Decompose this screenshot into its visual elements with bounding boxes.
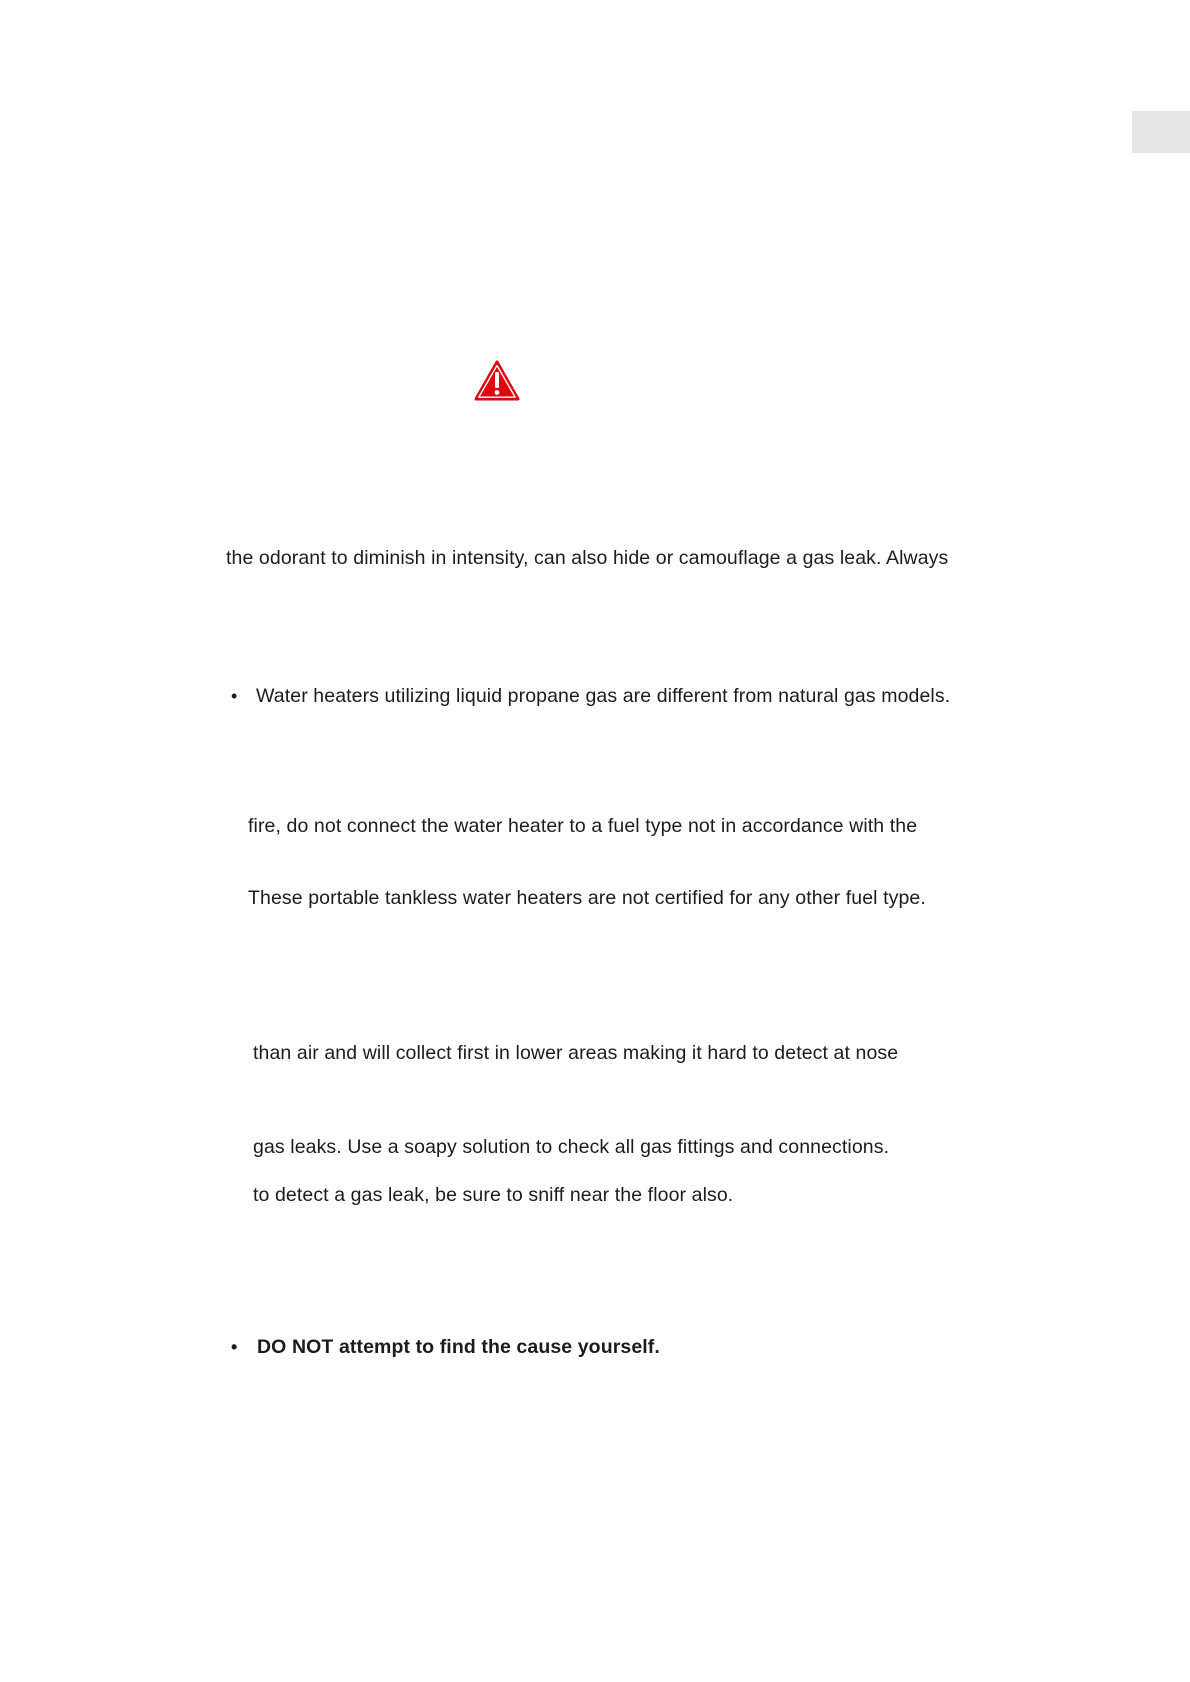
text-line-air: than air and will collect first in lower areas making it hard to detect at nose bbox=[253, 1042, 899, 1064]
bullet-donot: • bbox=[231, 1337, 238, 1357]
text-line-fire: fire, do not connect the water heater to a fuel type not in accordance with the bbox=[248, 815, 918, 837]
text-line-propane: Water heaters utilizing liquid propane gas are different from natural gas models. bbox=[256, 685, 951, 707]
text-line-donot: DO NOT attempt to find the cause yourself. bbox=[257, 1336, 660, 1358]
text-line-sniff: to detect a gas leak, be sure to sniff near the floor also. bbox=[253, 1184, 734, 1206]
text-line-odorant: the odorant to diminish in intensity, can also hide or camouflage a gas leak. Always bbox=[226, 547, 949, 569]
side-tab-marker bbox=[1132, 111, 1190, 153]
text-line-soapy: gas leaks. Use a soapy solution to check all gas fittings and connections. bbox=[253, 1136, 890, 1158]
warning-triangle-icon bbox=[474, 360, 520, 402]
bullet-propane: • bbox=[231, 686, 238, 706]
text-line-certified: These portable tankless water heaters are not certified for any other fuel type. bbox=[248, 887, 926, 909]
